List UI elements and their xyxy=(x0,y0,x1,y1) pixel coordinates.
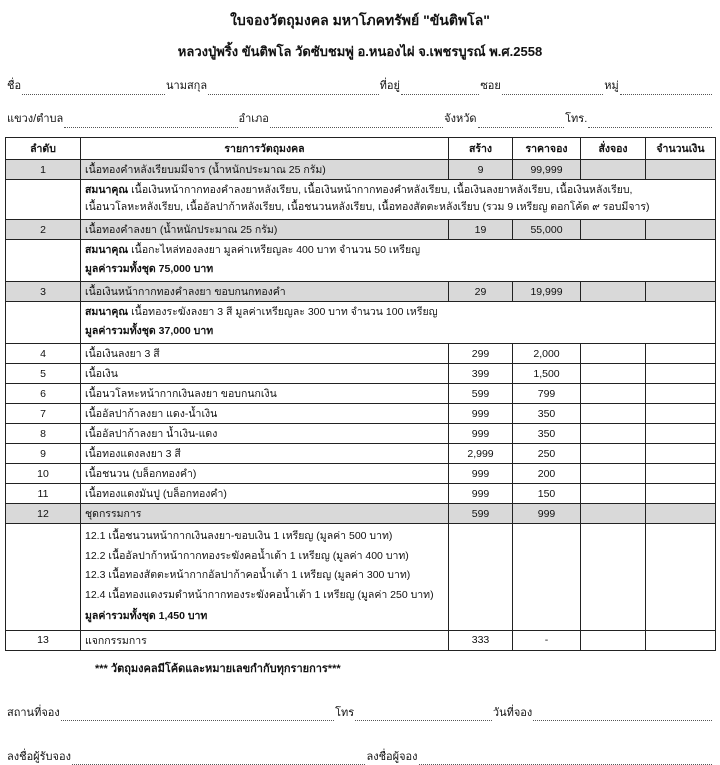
name-label: ชื่อ xyxy=(7,80,22,92)
item-name: เนื้อทองคำหลังเรียบมมีจาร (น้ำหนักประมาณ 25 กรัม) xyxy=(81,160,449,180)
bonus-line: สมนาคุณ เนื้อกะไหล่ทองลงยา มูลค่าเหรียญละ 400 บาท จำนวน 50 เหรียญ xyxy=(85,244,421,256)
made-qty: 19 xyxy=(449,220,513,240)
form-line-location xyxy=(5,109,715,128)
soi-field[interactable] xyxy=(502,83,603,95)
surname-field[interactable] xyxy=(208,83,379,95)
amount-cell[interactable] xyxy=(646,344,716,364)
col-header-item: รายการวัตถุมงคล xyxy=(81,138,449,160)
soi-label: ซอย xyxy=(480,80,501,92)
row-no: 1 xyxy=(6,160,81,180)
order-qty-cell[interactable] xyxy=(581,364,646,384)
item-name: เนื้อเงิน xyxy=(81,364,449,384)
row-no: 6 xyxy=(6,384,81,404)
col-header-price: ราคาจอง xyxy=(513,138,581,160)
subdistrict-label: แขวง/ตำบล xyxy=(7,113,64,125)
bonus-line: เนื้อนวโลหะหลังเรียบ, เนื้ออัลปาก้าหลังเรียบ, เนื้อชนวนหลังเรียบ, เนื้อทองสัตตะหลังเรียบ (รวม 9 เหรียญ ตอกโค้ด ๙ รอบมีจาร) xyxy=(85,201,650,213)
price: 99,999 xyxy=(513,160,581,180)
made-qty: 333 xyxy=(449,630,513,650)
made-qty: 9 xyxy=(449,160,513,180)
price: 999 xyxy=(513,504,581,524)
row-no: 11 xyxy=(6,484,81,504)
col-header-made: สร้าง xyxy=(449,138,513,160)
price: 350 xyxy=(513,404,581,424)
order-qty-cell[interactable] xyxy=(581,424,646,444)
bonus-line: สมนาคุณ เนื้อทองระฆังลงยา 3 สี มูลค่าเหรียญละ 300 บาท จำนวน 100 เหรียญ xyxy=(85,306,438,318)
bonus-row xyxy=(6,180,716,220)
made-qty: 29 xyxy=(449,282,513,302)
row-no: 12 xyxy=(6,504,81,524)
address-field[interactable] xyxy=(401,83,479,95)
table-row xyxy=(6,504,716,524)
phone-label: โทร. xyxy=(565,113,588,125)
price: 55,000 xyxy=(513,220,581,240)
amount-cell[interactable] xyxy=(646,464,716,484)
made-qty: 299 xyxy=(449,344,513,364)
price: - xyxy=(513,630,581,650)
bonus-row xyxy=(6,240,716,282)
amount-cell[interactable] xyxy=(646,282,716,302)
amount-cell[interactable] xyxy=(646,384,716,404)
bonus-total: มูลค่ารวมทั้งชุด 75,000 บาท xyxy=(85,263,214,275)
booking-phone-label: โทร xyxy=(335,706,355,719)
price: 150 xyxy=(513,484,581,504)
price-empty xyxy=(513,524,581,631)
price: 350 xyxy=(513,424,581,444)
table-header-row xyxy=(6,138,716,160)
form-line-personal xyxy=(5,76,715,95)
row-no: 13 xyxy=(6,630,81,650)
item-name: เนื้ออัลปาก้าลงยา แดง-น้ำเงิน xyxy=(81,404,449,424)
set-total: มูลค่ารวมทั้งชุด 1,450 บาท xyxy=(85,610,208,622)
row-no-empty xyxy=(6,302,81,344)
item-name: เนื้ออัลปาก้าลงยา น้ำเงิน-แดง xyxy=(81,424,449,444)
bonus-row xyxy=(6,302,716,344)
order-qty-cell[interactable] xyxy=(581,504,646,524)
item-name: เนื้อเงินลงยา 3 สี xyxy=(81,344,449,364)
committee-set-detail-row xyxy=(6,524,716,631)
order-qty-cell[interactable] xyxy=(581,404,646,424)
booking-date-field[interactable] xyxy=(533,709,712,721)
item-name: เนื้อทองแดงมันปู (บล็อกทองคำ) xyxy=(81,484,449,504)
committee-set-items xyxy=(81,524,449,631)
phone-field[interactable] xyxy=(588,116,712,128)
page-subtitle: หลวงปู่พริ้ง ขันติพโล วัดซับชมพู่ อ.หนองไผ่ จ.เพชรบูรณ์ พ.ศ.2558 xyxy=(177,44,543,59)
table-row xyxy=(6,630,716,650)
address-label: ที่อยู่ xyxy=(379,80,400,92)
made-qty-empty xyxy=(449,524,513,631)
district-field[interactable] xyxy=(270,116,443,128)
code-note: *** วัตถุมงคลมีโค้ดและหมายเลขกำกับทุกรายการ*** xyxy=(95,662,341,675)
price: 19,999 xyxy=(513,282,581,302)
made-qty: 399 xyxy=(449,364,513,384)
amulet-order-table xyxy=(5,137,716,651)
item-name: เนื้อชนวน (บล็อกทองคำ) xyxy=(81,464,449,484)
price: 200 xyxy=(513,464,581,484)
order-qty-cell[interactable] xyxy=(581,160,646,180)
sub-item: 12.4 เนื้อทองแดงรมดำหน้ากากทองระฆังคอน้ำเต้า 1 เหรียญ (มูลค่า 250 บาท) xyxy=(85,588,434,601)
made-qty: 2,999 xyxy=(449,444,513,464)
row-no-empty xyxy=(6,524,81,631)
made-qty: 999 xyxy=(449,484,513,504)
amount-cell[interactable] xyxy=(646,484,716,504)
table-row xyxy=(6,424,716,444)
booking-date-label: วันที่จอง xyxy=(492,706,533,719)
amount-cell[interactable] xyxy=(646,160,716,180)
row-no: 3 xyxy=(6,282,81,302)
province-label: จังหวัด xyxy=(444,113,477,125)
bonus-total: มูลค่ารวมทั้งชุด 37,000 บาท xyxy=(85,325,214,337)
col-header-order: สั่งจอง xyxy=(581,138,646,160)
item-name: แจกกรรมการ xyxy=(81,630,449,650)
row-no: 7 xyxy=(6,404,81,424)
province-field[interactable] xyxy=(478,116,565,128)
orderer-sign-field[interactable] xyxy=(419,753,713,765)
bonus-detail xyxy=(81,180,716,220)
bonus-line: สมนาคุณ เนื้อเงินหน้ากากทองคำลงยาหลังเรียบ, เนื้อเงินหน้ากากทองคำหลังเรียบ, เนื้อเงินลงยาหลังเรียบ, เนื้อเงินหลังเรียบ, xyxy=(85,184,633,196)
booking-place-field[interactable] xyxy=(61,709,334,721)
booking-info-line xyxy=(5,703,715,721)
district-label: อำเภอ xyxy=(238,113,269,125)
col-header-amount: จำนวนเงิน xyxy=(646,138,716,160)
row-no: 5 xyxy=(6,364,81,384)
made-qty: 999 xyxy=(449,404,513,424)
signature-line xyxy=(5,747,715,765)
order-qty-cell[interactable] xyxy=(581,630,646,650)
bonus-detail xyxy=(81,302,716,344)
sub-item: 12.2 เนื้ออัลปาก้าหน้ากากทองระฆังคอน้ำเต้า 1 เหรียญ (มูลค่า 400 บาท) xyxy=(85,549,409,562)
table-row xyxy=(6,364,716,384)
order-qty-cell[interactable] xyxy=(581,344,646,364)
order-qty-cell[interactable] xyxy=(581,524,646,631)
table-row xyxy=(6,384,716,404)
order-qty-cell[interactable] xyxy=(581,484,646,504)
table-row xyxy=(6,160,716,180)
item-name: เนื้อทองคำลงยา (น้ำหนักประมาณ 25 กรัม) xyxy=(81,220,449,240)
row-no: 2 xyxy=(6,220,81,240)
receiver-sign-field[interactable] xyxy=(72,753,366,765)
item-name: เนื้อเงินหน้ากากทองคำลงยา ขอบกนกทองคำ xyxy=(81,282,449,302)
booking-phone-field[interactable] xyxy=(355,709,492,721)
row-no-empty xyxy=(6,240,81,282)
amount-cell[interactable] xyxy=(646,444,716,464)
order-qty-cell[interactable] xyxy=(581,464,646,484)
amount-cell[interactable] xyxy=(646,404,716,424)
amount-cell[interactable] xyxy=(646,424,716,444)
item-name: ชุดกรรมการ xyxy=(81,504,449,524)
amount-cell[interactable] xyxy=(646,630,716,650)
item-name: เนื้อนวโลหะหน้ากากเงินลงยา ขอบกนกเงิน xyxy=(81,384,449,404)
price: 250 xyxy=(513,444,581,464)
table-row xyxy=(6,282,716,302)
table-row xyxy=(6,344,716,364)
row-no: 10 xyxy=(6,464,81,484)
name-field[interactable] xyxy=(22,83,165,95)
row-no: 8 xyxy=(6,424,81,444)
moo-label: หมู่ xyxy=(604,80,619,92)
page-title: ใบจองวัตถุมงคล มหาโภคทรัพย์ "ขันติพโล" xyxy=(230,12,490,28)
row-no: 4 xyxy=(6,344,81,364)
table-row xyxy=(6,220,716,240)
order-qty-cell[interactable] xyxy=(581,444,646,464)
sub-item: 12.3 เนื้อทองสัตตะหน้ากากอัลปาก้าคอน้ำเต้า 1 เหรียญ (มูลค่า 300 บาท) xyxy=(85,569,411,581)
made-qty: 999 xyxy=(449,424,513,444)
amount-cell[interactable] xyxy=(646,364,716,384)
table-row xyxy=(6,464,716,484)
table-row xyxy=(6,444,716,464)
item-name: เนื้อทองแดงลงยา 3 สี xyxy=(81,444,449,464)
row-no: 9 xyxy=(6,444,81,464)
surname-label: นามสกุล xyxy=(166,80,208,92)
row-no-empty xyxy=(6,180,81,220)
col-header-no: ลำดับ xyxy=(6,138,81,160)
booking-place-label: สถานที่จอง xyxy=(7,706,60,719)
order-qty-cell[interactable] xyxy=(581,282,646,302)
made-qty: 599 xyxy=(449,504,513,524)
amount-cell[interactable] xyxy=(646,504,716,524)
amount-cell[interactable] xyxy=(646,220,716,240)
table-row xyxy=(6,404,716,424)
made-qty: 999 xyxy=(449,464,513,484)
table-row xyxy=(6,484,716,504)
moo-field[interactable] xyxy=(620,83,712,95)
orderer-sign-label: ลงชื่อผู้จอง xyxy=(366,750,418,763)
price: 799 xyxy=(513,384,581,404)
receiver-sign-label: ลงชื่อผู้รับจอง xyxy=(7,750,71,763)
order-qty-cell[interactable] xyxy=(581,384,646,404)
made-qty: 599 xyxy=(449,384,513,404)
price: 1,500 xyxy=(513,364,581,384)
order-qty-cell[interactable] xyxy=(581,220,646,240)
price: 2,000 xyxy=(513,344,581,364)
subdistrict-field[interactable] xyxy=(64,116,237,128)
sub-item: 12.1 เนื้อชนวนหน้ากากเงินลงยา-ขอบเงิน 1 เหรียญ (มูลค่า 500 บาท) xyxy=(85,530,393,542)
amount-cell[interactable] xyxy=(646,524,716,631)
bonus-detail xyxy=(81,240,716,282)
